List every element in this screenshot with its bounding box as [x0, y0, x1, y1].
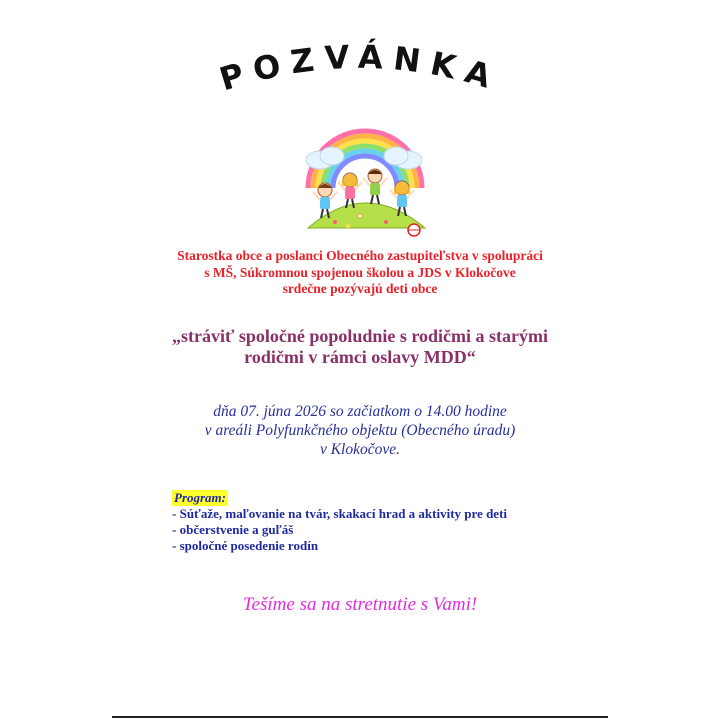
bottom-divider	[112, 716, 608, 718]
title-text: POZVÁNKA	[215, 37, 505, 99]
intro-text	[140, 248, 580, 298]
closing-message: Tešíme sa na stretnutie s Vami!	[242, 594, 478, 615]
program-list	[172, 506, 592, 554]
intro-line: srdečne pozývajú deti obce	[282, 281, 438, 296]
quote-line: rodičmi v rámci oslavy MDD“	[244, 347, 476, 367]
event-town-line: v Klokočove.	[319, 441, 401, 458]
rainbow-children-illustration	[290, 118, 440, 240]
event-quote	[150, 326, 570, 368]
event-location-line: v areáli Polyfunkčného objektu (Obecného úradu)	[204, 422, 516, 439]
event-details	[150, 402, 570, 459]
intro-line: s MŠ, Súkromnou spojenou školou a JDS v Klokočove	[204, 264, 516, 280]
program-item: - Súťaže, maľovanie na tvár, skakací hrad a aktivity pre deti	[172, 506, 592, 522]
program-item: - spoločné posedenie rodín	[172, 538, 592, 554]
event-date-line: dňa 07. júna 2026 so začiatkom o 14.00 hodine	[213, 403, 507, 420]
program-label: Program:	[174, 490, 226, 505]
program-section	[172, 490, 592, 554]
quote-line: „stráviť spoločné popoludnie s rodičmi a starými	[171, 326, 549, 346]
intro-line: Starostka obce a poslanci Obecného zastupiteľstva v spolupráci	[177, 248, 543, 263]
invitation-title	[190, 32, 530, 102]
program-item: - občerstvenie a guľáš	[172, 522, 592, 538]
ball-icon	[408, 224, 420, 236]
